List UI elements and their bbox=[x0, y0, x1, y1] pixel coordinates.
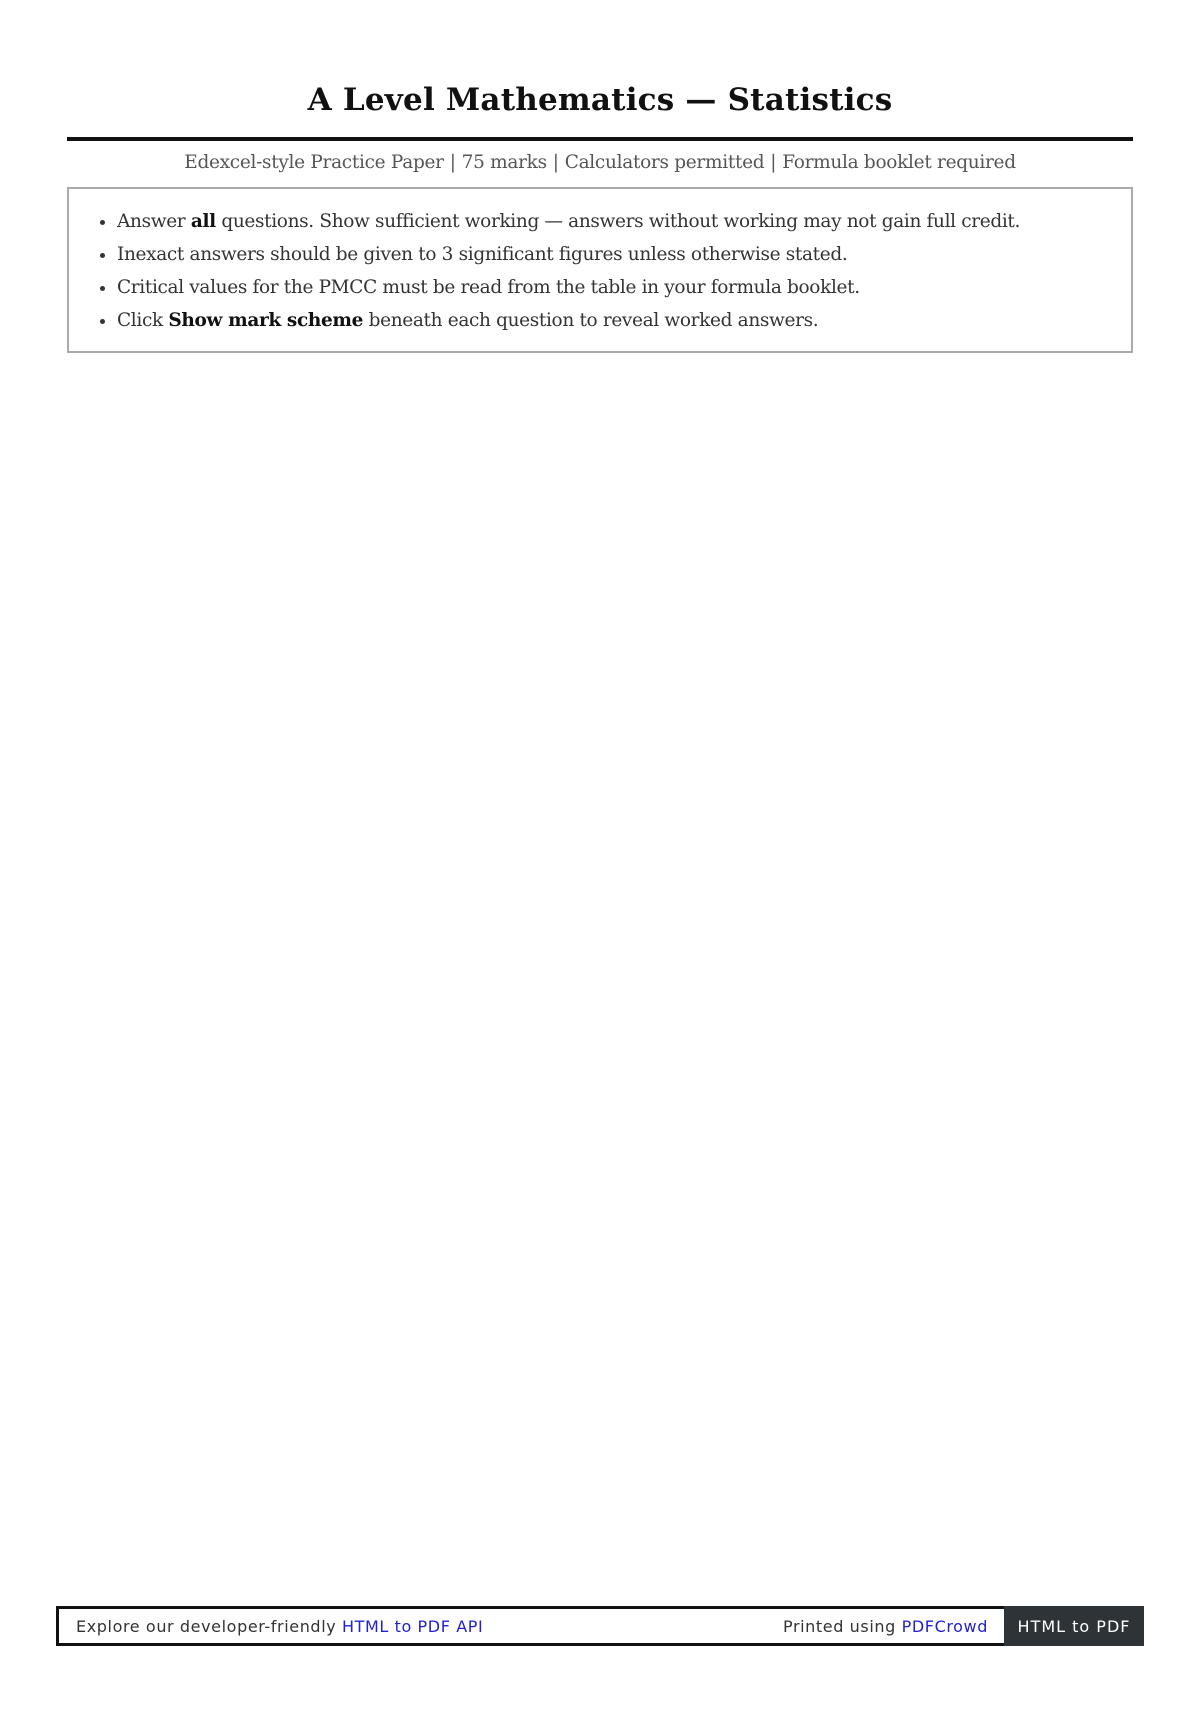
title-rule bbox=[67, 137, 1133, 141]
banner-left: Explore our developer-friendly HTML to PDF API bbox=[76, 1616, 484, 1636]
instruction-item: • Click Show mark scheme beneath each question to reveal worked answers. bbox=[117, 304, 1111, 337]
pdfcrowd-footer-banner bbox=[56, 1606, 1144, 1646]
meta-separator: | bbox=[770, 152, 777, 173]
paper-meta bbox=[67, 150, 1133, 176]
instructions-box bbox=[67, 187, 1133, 353]
instructions-list bbox=[89, 205, 1111, 337]
document-page bbox=[67, 0, 1133, 353]
meta-formula-booklet: Formula booklet required bbox=[782, 152, 1016, 173]
meta-separator: | bbox=[449, 152, 456, 173]
html-to-pdf-api-link[interactable]: HTML to PDF API bbox=[342, 1616, 484, 1636]
instruction-item: • Answer all questions. Show sufficient working — answers without working may not gain full credit. bbox=[117, 205, 1111, 238]
meta-calculators: Calculators permitted bbox=[564, 152, 765, 173]
instruction-emphasis: Show mark scheme bbox=[168, 310, 364, 331]
banner-right: Printed using PDFCrowd bbox=[782, 1616, 988, 1636]
html-to-pdf-button[interactable]: HTML to PDF bbox=[1004, 1606, 1144, 1646]
banner-main bbox=[56, 1606, 1004, 1646]
instruction-emphasis: all bbox=[190, 211, 216, 232]
meta-marks: 75 marks bbox=[461, 152, 547, 173]
instruction-item: • Critical values for the PMCC must be read from the table in your formula booklet. bbox=[117, 271, 1111, 304]
pdfcrowd-link[interactable]: PDFCrowd bbox=[901, 1616, 988, 1636]
instruction-item: • Inexact answers should be given to 3 significant figures unless otherwise stated. bbox=[117, 238, 1111, 271]
meta-separator: | bbox=[552, 152, 559, 173]
page-title: A Level Mathematics — Statistics bbox=[307, 82, 893, 118]
meta-paper-type: Edexcel-style Practice Paper bbox=[184, 152, 444, 173]
